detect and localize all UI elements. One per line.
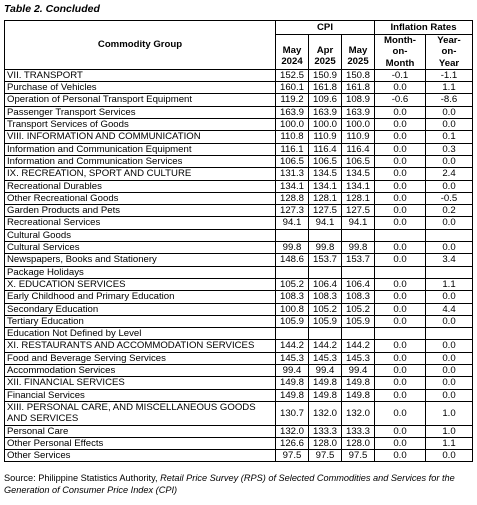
value-month-on-month: 0.0: [375, 278, 426, 290]
value-may-2024: 131.3: [276, 168, 309, 180]
value-apr-2025: 105.9: [309, 315, 342, 327]
value-year-on-year: 0.0: [426, 389, 473, 401]
source-note: [4, 473, 472, 496]
value-may-2024: 105.9: [276, 315, 309, 327]
header-commodity-group: Commodity Group: [5, 21, 276, 70]
value-may-2025: 127.5: [342, 205, 375, 217]
table-title: Table 2. Concluded: [4, 3, 100, 15]
value-year-on-year: [426, 266, 473, 278]
commodity-label: X. EDUCATION SERVICES: [5, 278, 276, 290]
value-year-on-year: 2.4: [426, 168, 473, 180]
value-year-on-year: -8.6: [426, 94, 473, 106]
value-may-2024: 100.8: [276, 303, 309, 315]
value-apr-2025: 97.5: [309, 450, 342, 462]
value-month-on-month: [375, 328, 426, 340]
value-month-on-month: [375, 229, 426, 241]
table-row: [5, 106, 473, 118]
table-row: [5, 69, 473, 81]
commodity-label: XIII. PERSONAL CARE, AND MISCELLANEOUS GOODS AND SERVICES: [5, 401, 276, 425]
value-year-on-year: 0.0: [426, 119, 473, 131]
value-year-on-year: -1.1: [426, 69, 473, 81]
value-may-2025: 106.5: [342, 155, 375, 167]
value-apr-2025: 153.7: [309, 254, 342, 266]
value-may-2025: 133.3: [342, 425, 375, 437]
value-year-on-year: 1.1: [426, 437, 473, 449]
value-apr-2025: 150.9: [309, 69, 342, 81]
table-row: [5, 192, 473, 204]
header-may-2024: May 2024: [276, 35, 309, 70]
table-row: [5, 315, 473, 327]
value-year-on-year: 0.1: [426, 131, 473, 143]
value-may-2025: [342, 266, 375, 278]
value-apr-2025: 99.4: [309, 365, 342, 377]
value-may-2024: 99.8: [276, 242, 309, 254]
value-year-on-year: 0.0: [426, 315, 473, 327]
table-row: [5, 303, 473, 315]
table-row: [5, 450, 473, 462]
value-may-2025: 145.3: [342, 352, 375, 364]
value-may-2025: 99.4: [342, 365, 375, 377]
value-apr-2025: [309, 229, 342, 241]
value-year-on-year: 0.0: [426, 155, 473, 167]
value-may-2025: 108.9: [342, 94, 375, 106]
value-apr-2025: 94.1: [309, 217, 342, 229]
commodity-label: Recreational Durables: [5, 180, 276, 192]
value-may-2024: 100.0: [276, 119, 309, 131]
value-month-on-month: 0.0: [375, 340, 426, 352]
table-row: [5, 340, 473, 352]
commodity-label: Operation of Personal Transport Equipment: [5, 94, 276, 106]
table-row: [5, 401, 473, 425]
commodity-label: Transport Services of Goods: [5, 119, 276, 131]
value-month-on-month: 0.0: [375, 365, 426, 377]
table-row: [5, 143, 473, 155]
value-month-on-month: 0.0: [375, 106, 426, 118]
value-may-2024: 116.1: [276, 143, 309, 155]
commodity-label: Personal Care: [5, 425, 276, 437]
value-may-2025: 108.3: [342, 291, 375, 303]
value-may-2025: 128.0: [342, 437, 375, 449]
value-apr-2025: 128.1: [309, 192, 342, 204]
value-year-on-year: 0.0: [426, 106, 473, 118]
table-row: [5, 94, 473, 106]
value-may-2024: 99.4: [276, 365, 309, 377]
value-may-2025: 105.9: [342, 315, 375, 327]
value-may-2024: 152.5: [276, 69, 309, 81]
commodity-label: Information and Communication Services: [5, 155, 276, 167]
table-row: [5, 291, 473, 303]
value-month-on-month: 0.0: [375, 192, 426, 204]
value-may-2024: 149.8: [276, 389, 309, 401]
table-row: [5, 82, 473, 94]
value-year-on-year: 1.0: [426, 425, 473, 437]
value-may-2024: 145.3: [276, 352, 309, 364]
value-year-on-year: [426, 328, 473, 340]
commodity-label: VIII. INFORMATION AND COMMUNICATION: [5, 131, 276, 143]
value-may-2025: 116.4: [342, 143, 375, 155]
value-may-2025: 163.9: [342, 106, 375, 118]
value-apr-2025: 127.5: [309, 205, 342, 217]
table-row: [5, 217, 473, 229]
value-month-on-month: 0.0: [375, 217, 426, 229]
value-may-2025: [342, 229, 375, 241]
value-may-2025: [342, 328, 375, 340]
value-may-2024: 148.6: [276, 254, 309, 266]
value-month-on-month: 0.0: [375, 155, 426, 167]
commodity-label: Food and Beverage Serving Services: [5, 352, 276, 364]
value-may-2025: 105.2: [342, 303, 375, 315]
value-year-on-year: 0.0: [426, 365, 473, 377]
value-may-2025: 94.1: [342, 217, 375, 229]
value-year-on-year: 0.3: [426, 143, 473, 155]
value-may-2024: 134.1: [276, 180, 309, 192]
value-may-2024: [276, 266, 309, 278]
value-apr-2025: 106.5: [309, 155, 342, 167]
value-month-on-month: 0.0: [375, 389, 426, 401]
value-apr-2025: 161.8: [309, 82, 342, 94]
value-may-2024: 94.1: [276, 217, 309, 229]
commodity-label: Purchase of Vehicles: [5, 82, 276, 94]
value-month-on-month: -0.6: [375, 94, 426, 106]
value-may-2025: 134.5: [342, 168, 375, 180]
value-may-2024: 97.5: [276, 450, 309, 462]
value-month-on-month: 0.0: [375, 82, 426, 94]
commodity-label: Education Not Defined by Level: [5, 328, 276, 340]
table-row: [5, 254, 473, 266]
value-may-2025: 132.0: [342, 401, 375, 425]
value-year-on-year: 0.2: [426, 205, 473, 217]
commodity-label: Financial Services: [5, 389, 276, 401]
value-may-2025: 99.8: [342, 242, 375, 254]
value-may-2025: 150.8: [342, 69, 375, 81]
value-may-2024: 119.2: [276, 94, 309, 106]
table-row: [5, 328, 473, 340]
commodity-label: Tertiary Education: [5, 315, 276, 327]
value-month-on-month: 0.0: [375, 315, 426, 327]
value-may-2025: 110.9: [342, 131, 375, 143]
value-year-on-year: 0.0: [426, 377, 473, 389]
value-apr-2025: [309, 328, 342, 340]
value-may-2024: 108.3: [276, 291, 309, 303]
value-apr-2025: 134.1: [309, 180, 342, 192]
value-apr-2025: 149.8: [309, 389, 342, 401]
value-month-on-month: 0.0: [375, 303, 426, 315]
table-row: [5, 425, 473, 437]
commodity-label: Early Childhood and Primary Education: [5, 291, 276, 303]
value-may-2025: 128.1: [342, 192, 375, 204]
commodity-label: Package Holidays: [5, 266, 276, 278]
value-apr-2025: [309, 266, 342, 278]
commodity-label: Other Personal Effects: [5, 437, 276, 449]
commodity-label: Passenger Transport Services: [5, 106, 276, 118]
value-may-2025: 149.8: [342, 377, 375, 389]
value-may-2024: 163.9: [276, 106, 309, 118]
value-apr-2025: 128.0: [309, 437, 342, 449]
value-year-on-year: 0.0: [426, 340, 473, 352]
table-row: [5, 131, 473, 143]
header-may-2025: May 2025: [342, 35, 375, 70]
value-month-on-month: [375, 266, 426, 278]
value-may-2024: 128.8: [276, 192, 309, 204]
value-may-2024: 127.3: [276, 205, 309, 217]
value-apr-2025: 105.2: [309, 303, 342, 315]
value-may-2024: 144.2: [276, 340, 309, 352]
value-year-on-year: [426, 229, 473, 241]
value-month-on-month: 0.0: [375, 401, 426, 425]
value-year-on-year: 0.0: [426, 242, 473, 254]
value-apr-2025: 145.3: [309, 352, 342, 364]
value-month-on-month: 0.0: [375, 168, 426, 180]
source-title: Retail Price Survey (RPS) of Selected Commodities and Services for the Generation of Consumer Price Index (CPI): [4, 473, 455, 495]
value-month-on-month: 0.0: [375, 437, 426, 449]
header-month-on-month: Month- on- Month: [375, 35, 426, 70]
commodity-label: Information and Communication Equipment: [5, 143, 276, 155]
value-may-2024: 106.5: [276, 155, 309, 167]
value-apr-2025: 99.8: [309, 242, 342, 254]
commodity-label: Cultural Goods: [5, 229, 276, 241]
commodity-label: IX. RECREATION, SPORT AND CULTURE: [5, 168, 276, 180]
value-year-on-year: -0.5: [426, 192, 473, 204]
value-may-2024: [276, 229, 309, 241]
value-may-2024: 110.8: [276, 131, 309, 143]
table-row: [5, 155, 473, 167]
value-year-on-year: 0.0: [426, 291, 473, 303]
value-may-2025: 161.8: [342, 82, 375, 94]
value-month-on-month: 0.0: [375, 131, 426, 143]
table-row: [5, 278, 473, 290]
value-apr-2025: 106.4: [309, 278, 342, 290]
value-apr-2025: 110.9: [309, 131, 342, 143]
value-month-on-month: 0.0: [375, 425, 426, 437]
value-may-2024: 105.2: [276, 278, 309, 290]
value-may-2024: [276, 328, 309, 340]
value-year-on-year: 0.0: [426, 217, 473, 229]
header-year-on-year: Year- on- Year: [426, 35, 473, 70]
table-body: [5, 69, 473, 462]
commodity-label: Accommodation Services: [5, 365, 276, 377]
value-month-on-month: -0.1: [375, 69, 426, 81]
value-year-on-year: 0.0: [426, 352, 473, 364]
commodity-label: VII. TRANSPORT: [5, 69, 276, 81]
value-month-on-month: 0.0: [375, 205, 426, 217]
value-may-2025: 106.4: [342, 278, 375, 290]
value-may-2025: 100.0: [342, 119, 375, 131]
value-year-on-year: 3.4: [426, 254, 473, 266]
value-month-on-month: 0.0: [375, 254, 426, 266]
commodity-label: XI. RESTAURANTS AND ACCOMMODATION SERVICES: [5, 340, 276, 352]
table-row: [5, 242, 473, 254]
value-month-on-month: 0.0: [375, 242, 426, 254]
value-may-2024: 130.7: [276, 401, 309, 425]
value-may-2024: 149.8: [276, 377, 309, 389]
cpi-table: [4, 20, 473, 462]
value-apr-2025: 100.0: [309, 119, 342, 131]
header-inflation-rates: Inflation Rates: [375, 21, 473, 35]
table-row: [5, 352, 473, 364]
value-year-on-year: 0.0: [426, 450, 473, 462]
table-row: [5, 229, 473, 241]
table-row: [5, 437, 473, 449]
table-row: [5, 180, 473, 192]
value-apr-2025: 132.0: [309, 401, 342, 425]
value-year-on-year: 1.0: [426, 401, 473, 425]
commodity-label: Other Recreational Goods: [5, 192, 276, 204]
commodity-label: Other Services: [5, 450, 276, 462]
commodity-label: Recreational Services: [5, 217, 276, 229]
source-prefix: Source: Philippine Statistics Authority,: [4, 473, 161, 483]
commodity-label: Garden Products and Pets: [5, 205, 276, 217]
value-month-on-month: 0.0: [375, 291, 426, 303]
value-may-2025: 134.1: [342, 180, 375, 192]
table-row: [5, 377, 473, 389]
value-apr-2025: 144.2: [309, 340, 342, 352]
commodity-label: Secondary Education: [5, 303, 276, 315]
table-row: [5, 389, 473, 401]
value-may-2025: 144.2: [342, 340, 375, 352]
value-year-on-year: 4.4: [426, 303, 473, 315]
value-may-2025: 149.8: [342, 389, 375, 401]
value-month-on-month: 0.0: [375, 377, 426, 389]
table-row: [5, 168, 473, 180]
value-apr-2025: 109.6: [309, 94, 342, 106]
value-may-2025: 153.7: [342, 254, 375, 266]
value-apr-2025: 133.3: [309, 425, 342, 437]
value-month-on-month: 0.0: [375, 119, 426, 131]
table-row: [5, 365, 473, 377]
table-row: [5, 266, 473, 278]
commodity-label: XII. FINANCIAL SERVICES: [5, 377, 276, 389]
value-apr-2025: 163.9: [309, 106, 342, 118]
header-cpi: CPI: [276, 21, 375, 35]
value-may-2024: 126.6: [276, 437, 309, 449]
value-month-on-month: 0.0: [375, 180, 426, 192]
table-row: [5, 205, 473, 217]
value-apr-2025: 108.3: [309, 291, 342, 303]
value-may-2025: 97.5: [342, 450, 375, 462]
value-apr-2025: 116.4: [309, 143, 342, 155]
value-month-on-month: 0.0: [375, 450, 426, 462]
value-year-on-year: 0.0: [426, 180, 473, 192]
value-may-2024: 132.0: [276, 425, 309, 437]
value-apr-2025: 149.8: [309, 377, 342, 389]
commodity-label: Newspapers, Books and Stationery: [5, 254, 276, 266]
value-month-on-month: 0.0: [375, 143, 426, 155]
value-may-2024: 160.1: [276, 82, 309, 94]
table-row: [5, 119, 473, 131]
value-year-on-year: 1.1: [426, 278, 473, 290]
value-apr-2025: 134.5: [309, 168, 342, 180]
value-year-on-year: 1.1: [426, 82, 473, 94]
commodity-label: Cultural Services: [5, 242, 276, 254]
header-apr-2025: Apr 2025: [309, 35, 342, 70]
value-month-on-month: 0.0: [375, 352, 426, 364]
